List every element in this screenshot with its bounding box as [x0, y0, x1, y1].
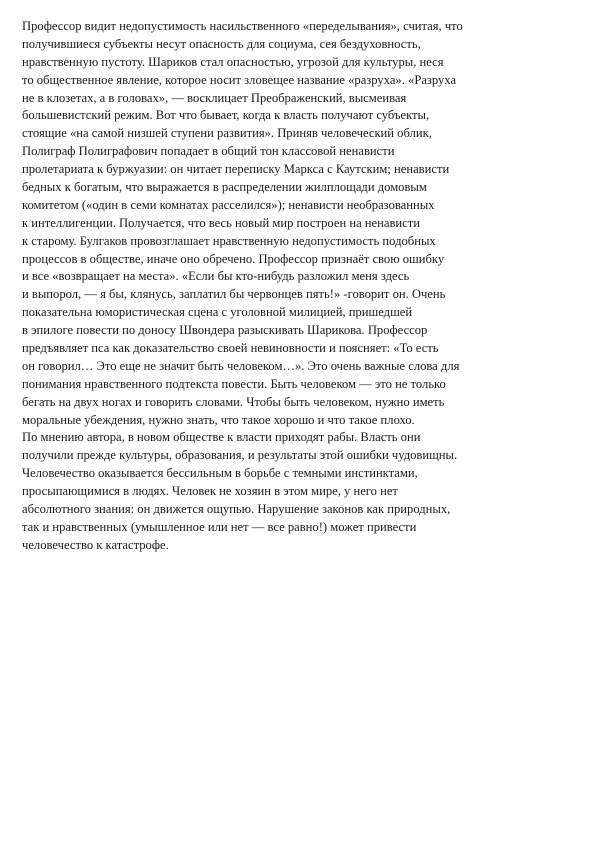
text-line: человечество к катастрофе.: [22, 537, 169, 552]
text-line: стоящие «на самой низшей ступени развития». Приняв человеческий облик,: [22, 126, 432, 141]
text-line: понимания нравственного подтекста повести. Быть человеком — это не только: [22, 376, 446, 391]
text-line: в эпилоге повести по доносу Швондера разыскивать Шарикова. Профессор: [22, 323, 428, 338]
text-line: так и нравственных (умышленное или нет — все равно!) может привести: [22, 519, 417, 534]
text-line: бедных к богатым, что выражается в распределении жилплощади домовым: [22, 180, 427, 195]
text-line: получившиеся субъекты несут опасность для социума, сея бездуховность,: [22, 36, 421, 51]
body-text: [22, 18, 582, 555]
text-line: показательна юмористическая сцена с уголовной милицией, пришедшей: [22, 305, 413, 320]
text-line: моральные убеждения, нужно знать, что такое хорошо и что такое плохо.: [22, 412, 415, 427]
text-line: не в клозетах, а в головах», — восклицает Преображенский, высмеивая: [22, 90, 407, 105]
text-line: он говорил… Это еще не значит быть человеком…». Это очень важные слова для: [22, 358, 460, 373]
text-line: большевистский режим. Вот что бывает, когда к власть получают субъекты,: [22, 108, 430, 123]
text-line: Профессор видит недопустимость насильственного «переделывания», считая, что: [22, 19, 463, 33]
text-line: Человечество оказывается бессильным в борьбе с темными инстинктами,: [22, 466, 418, 481]
text-line: процессов в обществе, иначе оно обречено. Профессор признаёт свою ошибку: [22, 251, 445, 266]
text-line: и выпорол, — я бы, клянусь, заплатил бы червонцев пять!» -говорит он. Очень: [22, 287, 446, 302]
text-line: пролетариата к буржуазии: он читает переписку Маркса с Каутским; ненависти: [22, 162, 450, 177]
text-line: и все «возвращает на места». «Если бы кто-нибудь разложил меня здесь: [22, 269, 410, 284]
text-line: комитетом («один в семи комнатах расселился»); ненависти необразованных: [22, 197, 435, 212]
text-line: нравственную пустоту. Шариков стал опасностью, угрозой для культуры, неся: [22, 54, 444, 69]
text-line: то общественное явление, которое носит зловещее название «разруха». «Разруха: [22, 72, 457, 87]
text-line: получили прежде культуры, образования, и результаты этой ошибки чудовищны.: [22, 448, 458, 463]
text-line: абсолютного знания: он движется ощупью. Нарушение законов как природных,: [22, 502, 451, 517]
text-line: предъявляет пса как доказательство своей невиновности и поясняет: «То есть: [22, 341, 439, 356]
text-line: бегать на двух ногах и говорить словами. Чтобы быть человеком, нужно иметь: [22, 394, 445, 409]
text-line: Полиграф Полиграфович попадает в общий тон классовой ненависти: [22, 144, 395, 159]
text-line: По мнению автора, в новом обществе к власти приходят рабы. Власть они: [22, 430, 421, 445]
text-line: просыпающимися в людях. Человек не хозяин в этом мире, у него нет: [22, 484, 398, 499]
text-line: к интеллигенции. Получается, что весь новый мир построен на ненависти: [22, 215, 420, 230]
text-line: к старому. Булгаков провозглашает нравственную недопустимость подобных: [22, 233, 436, 248]
